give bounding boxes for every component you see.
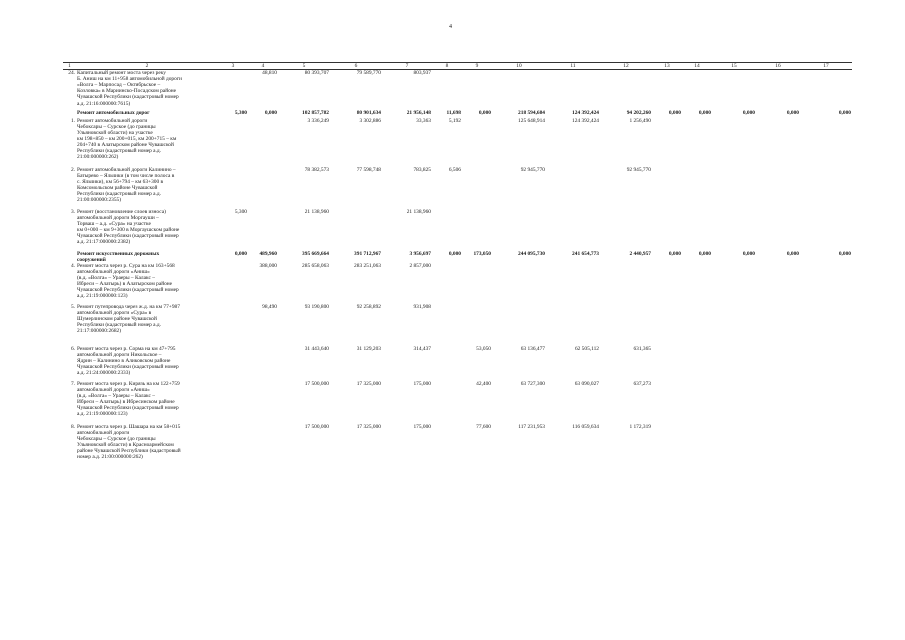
value-cell-col-5: 102 857,782	[302, 109, 329, 116]
value-cell-col-15	[712, 424, 756, 469]
value-cell-col-5: 78 382,573	[304, 166, 329, 173]
value-cell-col-16	[756, 424, 800, 469]
value-cell-col-9	[462, 304, 492, 346]
value-cell-col-8	[432, 263, 462, 304]
header-cell: 4	[248, 63, 278, 70]
value-cell-col-7: 175,000	[413, 423, 431, 430]
value-cell-col-4: 98,490	[262, 303, 277, 310]
value-cell-col-8: 5,192	[448, 117, 461, 124]
value-cell-col-16	[756, 381, 800, 424]
object-name-line: автомобильной дороги	[77, 429, 130, 436]
object-name-line: Ядрин – Калинино в Аликовском районе	[77, 357, 171, 364]
header-cell: 16	[756, 63, 800, 70]
value-cell-col-6: 80 901,634	[356, 109, 381, 116]
value-cell-col-10: 92 945,770	[520, 166, 545, 173]
object-name-line: 21:00:000000:262)	[77, 154, 119, 161]
object-name-line: Чувашской Республики (кадастровый номер	[77, 94, 179, 101]
value-cell-col-11	[546, 304, 600, 346]
value-cell-col-3: 0,000	[234, 250, 247, 257]
row-index: 4.	[70, 262, 75, 269]
value-cell-col-14: 0,000	[698, 250, 711, 257]
object-name-line: Республики (кадастровый номер а.д.	[77, 190, 162, 197]
value-cell-col-6: 77 598,748	[356, 166, 381, 173]
value-cell-col-17: 0,000	[838, 250, 851, 257]
value-cell-col-8: 11,698	[446, 109, 461, 116]
object-name-line: Ремонт искусственных дорожных	[77, 250, 160, 257]
value-cell-col-17	[800, 263, 852, 304]
object-name-line: Чувашской Республики (кадастровый номер	[77, 287, 179, 294]
value-cell-col-13	[652, 346, 682, 381]
section-subtotal-row	[63, 110, 852, 118]
value-cell-col-12	[600, 304, 652, 346]
header-cell: 9	[462, 63, 492, 70]
object-name-line: км 0+000 – км 9+300 в Моргаушском районе	[77, 226, 180, 233]
header-cell: 5	[278, 63, 330, 70]
value-cell-col-7: 803,937	[413, 70, 431, 77]
value-cell-col-17	[800, 346, 852, 381]
value-cell-col-15	[712, 304, 756, 346]
value-cell-col-3	[218, 263, 248, 304]
value-cell-col-3	[218, 118, 248, 167]
value-cell-col-11: 63 090,027	[574, 380, 599, 387]
object-name-line: Батырево – Яльчики (в том числе полоса в	[77, 172, 175, 179]
value-cell-col-6: 3 302,886	[359, 117, 381, 124]
value-cell-col-14	[682, 167, 712, 209]
value-cell-col-9	[462, 70, 492, 110]
page-number: 4	[449, 24, 452, 30]
header-cell: 3	[218, 63, 248, 70]
value-cell-col-8	[432, 70, 462, 110]
object-name-line: автомобильной дороги «Аниш»	[77, 386, 150, 393]
header-cell: 14	[682, 63, 712, 70]
table-row	[63, 263, 852, 304]
object-name-line: сооружений	[77, 256, 106, 263]
column-number-header	[63, 63, 852, 70]
value-cell-col-11: 116 059,634	[572, 423, 599, 430]
object-name	[76, 209, 218, 251]
object-name-line: Ульяновской области) на участке	[77, 129, 153, 136]
value-cell-col-7: 21 138,960	[406, 208, 431, 215]
object-name-line: 21:17:000000:2682)	[77, 328, 122, 335]
value-cell-col-4: 48,810	[262, 70, 277, 77]
object-name-line: (в.д. «Волга» – Ураеры – Калакс –	[77, 392, 155, 399]
value-cell-col-4: 489,960	[259, 250, 277, 257]
table-row	[63, 346, 852, 381]
header-cell: 17	[800, 63, 852, 70]
object-name	[76, 381, 218, 424]
object-name-line: Ульяновской области) в Красноармейском	[77, 442, 174, 449]
value-cell-col-12	[600, 263, 652, 304]
object-name-line: Ремонт моста через р. Сорма на км 47+795	[77, 345, 176, 352]
value-cell-col-17	[800, 304, 852, 346]
object-name-line: Шумерлинском районе Чувашской	[77, 315, 157, 322]
object-name-line: 204+740 в Алатырском районе Чувашской	[77, 141, 174, 148]
value-cell-col-15	[712, 118, 756, 167]
value-cell-col-14	[682, 209, 712, 251]
value-cell-col-11	[546, 263, 600, 304]
value-cell-col-7: 33,363	[416, 117, 431, 124]
value-cell-col-5: 3 336,249	[307, 117, 329, 124]
value-cell-col-11: 124 392,424	[572, 109, 599, 116]
object-name-line: а.д. 21:19:000000:123)	[77, 411, 128, 418]
value-cell-col-10: 63 727,300	[520, 380, 545, 387]
value-cell-col-12: 637,273	[633, 380, 651, 387]
value-cell-col-4	[248, 381, 278, 424]
object-name-line: Чувашской Республики (кадастровый номер	[77, 364, 179, 371]
value-cell-col-15: 0,000	[742, 109, 755, 116]
value-cell-col-9	[462, 167, 492, 209]
value-cell-col-16	[756, 118, 800, 167]
value-cell-col-4	[248, 209, 278, 251]
value-cell-col-12: 92 945,770	[626, 166, 651, 173]
value-cell-col-13	[652, 70, 682, 110]
value-cell-col-8	[432, 209, 462, 251]
object-name-line: 21:00:000000:2355)	[77, 197, 122, 204]
value-cell-col-8	[432, 381, 462, 424]
value-cell-col-4	[248, 167, 278, 209]
value-cell-col-6: 79 589,770	[356, 70, 381, 77]
section-subtotal-row	[63, 251, 852, 263]
object-name-line: Б. Аниш на км 11+958 автомобильной дороги	[77, 76, 182, 83]
value-cell-col-3	[218, 424, 248, 469]
value-cell-col-4	[248, 118, 278, 167]
object-name-line: Ибреси – Алатырь) в Алатырском районе	[77, 281, 173, 288]
value-cell-col-4: 0,000	[264, 109, 277, 116]
value-cell-col-16: 0,000	[786, 109, 799, 116]
value-cell-col-9: 77,600	[476, 423, 491, 430]
header-cell: 7	[382, 63, 432, 70]
value-cell-col-15	[712, 70, 756, 110]
value-cell-col-14	[682, 381, 712, 424]
value-cell-col-5: 93 190,800	[304, 303, 329, 310]
value-cell-col-16	[756, 167, 800, 209]
value-cell-col-12: 1 256,490	[629, 117, 651, 124]
value-cell-col-11	[546, 209, 600, 251]
value-cell-col-10	[492, 304, 546, 346]
table-row	[63, 167, 852, 209]
object-name-line: Чувашской Республики (кадастровый номер	[77, 232, 179, 239]
header-cell: 8	[432, 63, 462, 70]
value-cell-col-17	[800, 381, 852, 424]
value-cell-col-5: 80 393,707	[304, 70, 329, 77]
value-cell-col-3	[218, 346, 248, 381]
header-cell: 11	[546, 63, 600, 70]
object-name-line: номер а.д. 21:00:000000:262)	[77, 454, 143, 461]
value-cell-col-9	[462, 209, 492, 251]
object-name-line: Торваш – а.д. «Сура» на участке	[77, 220, 151, 227]
object-name-line: Комсомольском районе Чувашской	[77, 184, 158, 191]
value-cell-col-17	[800, 118, 852, 167]
row-index	[63, 110, 76, 118]
value-cell-col-3	[218, 304, 248, 346]
value-cell-col-7: 783,825	[413, 166, 431, 173]
value-cell-col-16: 0,000	[786, 250, 799, 257]
object-name	[76, 424, 218, 469]
object-name-line: районе Чувашской Республики (кадастровый	[77, 448, 181, 455]
table-row	[63, 70, 852, 110]
value-cell-col-10: 117 231,953	[518, 423, 545, 430]
object-name-line: Ремонт моста через р. Сура на км 163+568	[77, 262, 175, 269]
value-cell-col-13: 0,000	[668, 109, 681, 116]
value-cell-col-9: 42,400	[476, 380, 491, 387]
value-cell-col-11	[546, 167, 600, 209]
value-cell-col-14	[682, 263, 712, 304]
table-row	[63, 118, 852, 167]
value-cell-col-14	[682, 424, 712, 469]
value-cell-col-8	[432, 304, 462, 346]
object-name-line: Чебоксары – Сурское (до границы	[77, 123, 156, 130]
value-cell-col-17	[800, 167, 852, 209]
value-cell-col-10: 63 136,477	[520, 345, 545, 352]
value-cell-col-6	[330, 209, 382, 251]
value-cell-col-7: 2 857,000	[409, 262, 431, 269]
value-cell-col-7: 931,908	[413, 303, 431, 310]
value-cell-col-12: 1 172,319	[629, 423, 651, 430]
value-cell-col-12: 631,365	[633, 345, 651, 352]
value-cell-col-9	[462, 263, 492, 304]
table-row	[63, 209, 852, 251]
value-cell-col-3: 5,300	[234, 208, 247, 215]
object-name-line: автомобильной дороги Моргауши –	[77, 214, 159, 221]
header-cell: 2	[76, 63, 218, 70]
object-name-line: автомобильной дороги «Аниш»	[77, 268, 150, 275]
value-cell-col-13	[652, 209, 682, 251]
value-cell-col-16	[756, 209, 800, 251]
object-name	[76, 304, 218, 346]
value-cell-col-6: 391 712,967	[354, 250, 381, 257]
value-cell-col-13	[652, 304, 682, 346]
value-cell-col-17: 0,000	[838, 109, 851, 116]
header-cell: 13	[652, 63, 682, 70]
object-name-line: Ибреси – Алатырь) в Ибресинском районе	[77, 399, 175, 406]
value-cell-col-13	[652, 167, 682, 209]
value-cell-col-17	[800, 424, 852, 469]
value-cell-col-8	[432, 424, 462, 469]
object-name-line: Капитальный ремонт моста через реку	[77, 70, 167, 77]
value-cell-col-14	[682, 70, 712, 110]
row-index: 6.	[70, 345, 75, 352]
value-cell-col-12: 94 202,260	[626, 109, 651, 116]
value-cell-col-3: 5,300	[234, 109, 247, 116]
value-cell-col-10: 218 594,684	[518, 109, 545, 116]
object-name-line: а.д. 21:19:000000:123)	[77, 293, 128, 300]
value-cell-col-15	[712, 381, 756, 424]
value-cell-col-12	[600, 209, 652, 251]
object-name-line: Республики (кадастровый номер а.д.	[77, 322, 162, 329]
object-name-line: Ремонт моста через р. Кирязь на км 122+759	[77, 380, 180, 387]
value-cell-col-10: 244 095,730	[518, 250, 545, 257]
object-name	[76, 110, 218, 118]
value-cell-col-7: 21 956,148	[406, 109, 431, 116]
object-name	[76, 346, 218, 381]
value-cell-col-12: 2 440,957	[629, 250, 651, 257]
value-cell-col-8: 0,000	[448, 250, 461, 257]
budget-table	[63, 62, 852, 469]
value-cell-col-17	[800, 209, 852, 251]
value-cell-col-3	[218, 381, 248, 424]
value-cell-col-7: 175,000	[413, 380, 431, 387]
value-cell-col-14	[682, 346, 712, 381]
value-cell-col-12	[600, 70, 652, 110]
value-cell-col-6: 17 325,000	[356, 423, 381, 430]
object-name-line: Чебоксары – Сурское (до границы	[77, 435, 156, 442]
value-cell-col-15	[712, 209, 756, 251]
row-index: 7.	[70, 380, 75, 387]
value-cell-col-15	[712, 346, 756, 381]
header-cell: 10	[492, 63, 546, 70]
object-name-line: «Волга – Марпосад – Октябрьское –	[77, 82, 161, 89]
table-row	[63, 424, 852, 469]
value-cell-col-13	[652, 381, 682, 424]
object-name-line: Козловка» в Мариинско-Посадском районе	[77, 88, 177, 95]
value-cell-col-5: 21 138,960	[304, 208, 329, 215]
value-cell-col-16	[756, 263, 800, 304]
object-name-line: Республики (кадастровый номер а.д.	[77, 148, 162, 155]
object-name-line: Ремонт (восстановление слоев износа)	[77, 208, 166, 215]
object-name	[76, 263, 218, 304]
object-name-line: автомобильной дороги Никольское –	[77, 351, 162, 358]
value-cell-col-15	[712, 263, 756, 304]
value-cell-col-13	[652, 424, 682, 469]
object-name	[76, 118, 218, 167]
object-name-line: Ремонт автомобильной дороги Калинино –	[77, 166, 176, 173]
value-cell-col-11: 124 392,424	[572, 117, 599, 124]
row-index	[63, 251, 76, 263]
header-cell: 1	[63, 63, 76, 70]
value-cell-col-8	[432, 346, 462, 381]
value-cell-col-17	[800, 70, 852, 110]
object-name-line: с. Яльчики), км 56+794 – км 63+300 в	[77, 178, 164, 185]
value-cell-col-14	[682, 304, 712, 346]
value-cell-col-5: 395 669,664	[302, 250, 329, 257]
header-cell: 15	[712, 63, 756, 70]
value-cell-col-11: 241 654,773	[572, 250, 599, 257]
value-cell-col-6: 17 325,000	[356, 380, 381, 387]
value-cell-col-6: 92 258,892	[356, 303, 381, 310]
value-cell-col-5: 17 500,000	[304, 380, 329, 387]
value-cell-col-9: 173,050	[473, 250, 491, 257]
value-cell-col-5: 285 658,063	[302, 262, 329, 269]
value-cell-col-8: 6,506	[448, 166, 461, 173]
value-cell-col-7: 314,437	[413, 345, 431, 352]
value-cell-col-4	[248, 346, 278, 381]
row-index: 24.	[68, 70, 75, 77]
value-cell-col-5: 17 500,000	[304, 423, 329, 430]
value-cell-col-13	[652, 263, 682, 304]
row-index: 8.	[70, 423, 75, 430]
row-index: 3.	[70, 208, 75, 215]
value-cell-col-14: 0,000	[698, 109, 711, 116]
object-name-line: Ремонт автомобильной дороги	[77, 117, 148, 124]
value-cell-col-4	[248, 424, 278, 469]
table-row	[63, 304, 852, 346]
value-cell-col-13: 0,000	[668, 250, 681, 257]
value-cell-col-7: 3 956,697	[409, 250, 431, 257]
value-cell-col-3	[218, 167, 248, 209]
value-cell-col-15: 0,000	[742, 250, 755, 257]
value-cell-col-10	[492, 263, 546, 304]
value-cell-col-16	[756, 70, 800, 110]
object-name-line: Ремонт путепровода через ж.д. на км 77+987	[77, 303, 180, 310]
object-name-line: (в.д. «Волга» – Ураеры – Калакс –	[77, 274, 155, 281]
value-cell-col-9	[462, 118, 492, 167]
object-name-line: Ремонт автомобильных дорог	[77, 109, 150, 116]
value-cell-col-9: 53,050	[476, 345, 491, 352]
value-cell-col-4: 388,000	[259, 262, 277, 269]
object-name-line: а.д. 21:16:000000:7615)	[77, 100, 131, 107]
value-cell-col-11: 62 505,112	[574, 345, 599, 352]
object-name	[76, 251, 218, 263]
object-name-line: Чувашской Республики (кадастровый номер	[77, 405, 179, 412]
value-cell-col-16	[756, 346, 800, 381]
object-name-line: км 198+850 – км 200+015, км 200+715 – км	[77, 135, 177, 142]
value-cell-col-6: 283 251,063	[354, 262, 381, 269]
object-name-line: а.д. 21:17:000000:2382)	[77, 239, 131, 246]
object-name-line: а.д. 21:24:000000:2333)	[77, 370, 131, 377]
value-cell-col-11	[546, 70, 600, 110]
value-cell-col-10: 125 648,914	[518, 117, 545, 124]
table-row	[63, 381, 852, 424]
row-index: 1.	[70, 117, 75, 124]
row-index: 5.	[70, 303, 75, 310]
value-cell-col-16	[756, 304, 800, 346]
value-cell-col-9: 0,000	[478, 109, 491, 116]
value-cell-col-3	[218, 70, 248, 110]
value-cell-col-14	[682, 118, 712, 167]
object-name	[76, 70, 218, 110]
row-index: 2.	[70, 166, 75, 173]
value-cell-col-10	[492, 70, 546, 110]
value-cell-col-6: 31 129,203	[356, 345, 381, 352]
header-cell: 6	[330, 63, 382, 70]
object-name-line: автомобильной дороги «Сура» в	[77, 309, 152, 316]
object-name-line: Ремонт моста через р. Шашара на км 58+015	[77, 423, 181, 430]
value-cell-col-13	[652, 118, 682, 167]
header-cell: 12	[600, 63, 652, 70]
object-name	[76, 167, 218, 209]
value-cell-col-10	[492, 209, 546, 251]
value-cell-col-15	[712, 167, 756, 209]
value-cell-col-5: 31 443,640	[304, 345, 329, 352]
